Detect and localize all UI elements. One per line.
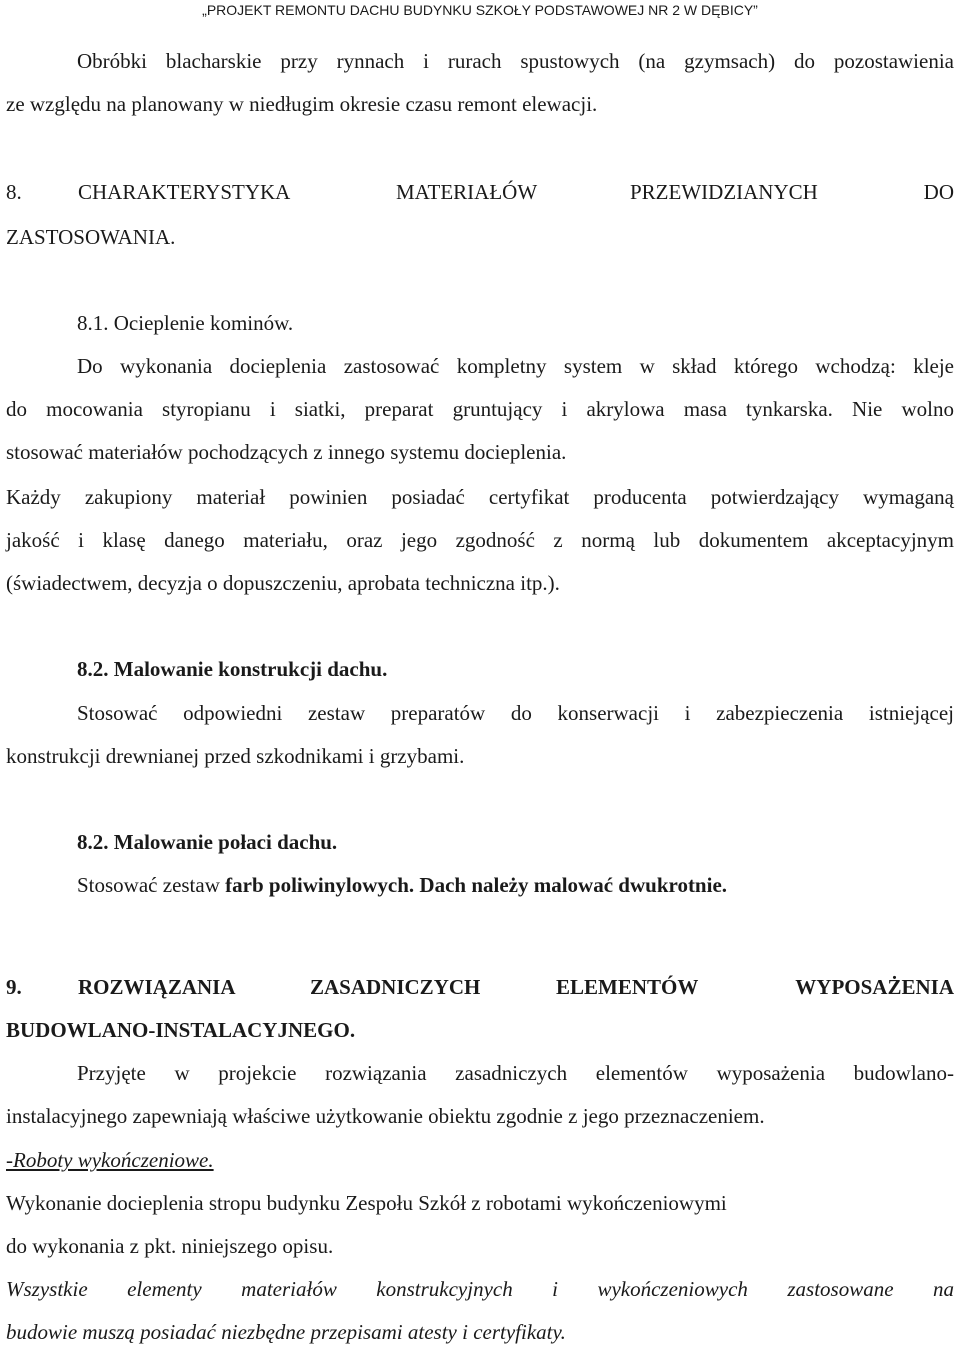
s9-sub-heading: -Roboty wykończeniowe.: [6, 1148, 214, 1172]
s81-p1-line-2: do mocowania styropianu i siatki, preparat gruntujący i akrylowa masa tynkarska. Nie wolno: [6, 397, 954, 421]
section-9-title-word-2: ZASADNICZYCH: [310, 975, 481, 999]
s9-p1-line-1: Przyjęte w projekcie rozwiązania zasadniczych elementów wyposażenia budowlano-: [77, 1061, 954, 1085]
s81-p2-line-1: Każdy zakupiony materiał powinien posiadać certyfikat producenta potwierdzający wymaganą: [6, 485, 954, 509]
section-9-heading-line-2: BUDOWLANO-INSTALACYJNEGO.: [6, 1018, 356, 1042]
s82b-line-bold: farb poliwinylowych. Dach należy malować dwukrotnie.: [225, 873, 728, 897]
section-9-title-word-1: ROZWIĄZANIA: [78, 975, 236, 999]
s81-p2-line-3: (świadectwem, decyzja o dopuszczeniu, aprobata techniczna itp.).: [6, 571, 560, 595]
s81-p1-line-3: stosować materiałów pochodzących z innego systemu docieplenia.: [6, 440, 567, 464]
s82a-line-1: Stosować odpowiedni zestaw preparatów do konserwacji i zabezpieczenia istniejącej: [77, 701, 954, 725]
s9-p2-line-1: Wykonanie docieplenia stropu budynku Zespołu Szkół z robotami wykończeniowymi: [6, 1191, 727, 1215]
s81-p1-line-1: Do wykonania docieplenia zastosować kompletny system w skład którego wchodzą: kleje: [77, 354, 954, 378]
s9-p2-line-2: do wykonania z pkt. niniejszego opisu.: [6, 1234, 334, 1258]
section-9-title-word-3: ELEMENTÓW: [556, 975, 699, 999]
section-8-title-word-3: PRZEWIDZIANYCH: [630, 180, 818, 204]
s82b-line: [77, 874, 954, 897]
s9-p1-line-2: instalacyjnego zapewniają właściwe użytkowanie obiektu zgodnie z jego przeznaczeniem.: [6, 1104, 765, 1128]
s82b-line-plain: Stosować zestaw: [77, 873, 226, 897]
section-9-title-word-4: WYPOSAŻENIA: [795, 975, 954, 999]
s9-p3-line-2: budowie muszą posiadać niezbędne przepisami atesty i certyfikaty.: [6, 1320, 566, 1344]
section-8-heading-line-2: ZASTOSOWANIA.: [6, 225, 176, 249]
section-9-number: 9.: [6, 975, 22, 999]
section-8-title-word-1: CHARAKTERYSTYKA: [78, 180, 291, 204]
s82a-line-2: konstrukcji drewnianej przed szkodnikami i grzybami.: [6, 744, 465, 768]
section-8-heading: [6, 181, 954, 204]
s81-p2-line-2: jakość i klasę danego materiału, oraz jego zgodność z normą lub dokumentem akceptacyjnym: [6, 528, 954, 552]
subsection-8-2b-heading: 8.2. Malowanie połaci dachu.: [77, 830, 338, 854]
intro-line-2: ze względu na planowany w niedługim okresie czasu remont elewacji.: [6, 92, 598, 116]
subsection-8-2-heading: 8.2. Malowanie konstrukcji dachu.: [77, 657, 388, 681]
subsection-8-1-heading: 8.1. Ocieplenie kominów.: [77, 311, 294, 335]
intro-line-1: Obróbki blacharskie przy rynnach i rurach spustowych (na gzymsach) do pozostawienia: [77, 49, 954, 73]
section-8-title-word-2: MATERIAŁÓW: [396, 180, 538, 204]
section-8-number: 8.: [6, 180, 22, 204]
page-header: „PROJEKT REMONTU DACHU BUDYNKU SZKOŁY PODSTAWOWEJ NR 2 W DĘBICY”: [202, 2, 758, 18]
section-8-title-word-4: DO: [923, 180, 954, 204]
section-9-heading: [6, 976, 954, 999]
s9-p3-line-1: Wszystkie elementy materiałów konstrukcyjnych i wykończeniowych zastosowane na: [6, 1277, 954, 1301]
